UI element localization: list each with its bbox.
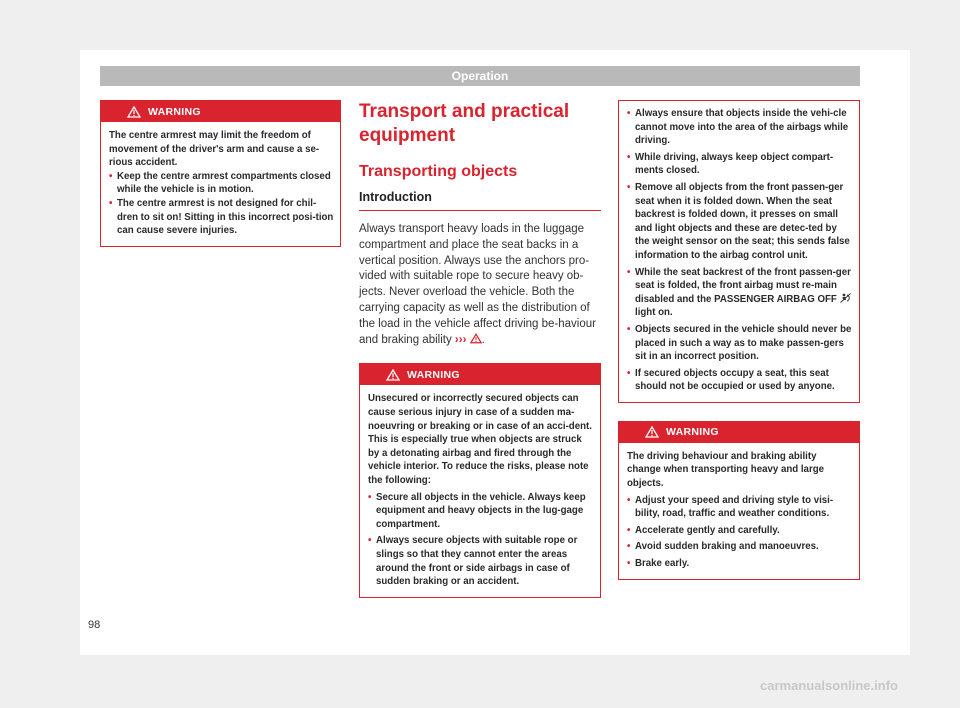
warning-bullet: • Avoid sudden braking and manoeuvres. [627, 540, 853, 554]
passenger-bullet-text: While the seat backrest of the front passen-ger seat is folded, the front airbag must re-main disabled and the PASSENGER AIRBAG OFF [635, 266, 851, 305]
warning-bullet: • While driving, always keep object compart-ments closed. [627, 151, 853, 178]
warning-body [360, 385, 600, 596]
subsection-title: Introduction [359, 190, 601, 211]
warning-bullet: • Remove all objects from the front passen-ger seat when it is folded down. When the seat backrest is folded down, it presses on small and light objects and these are detec-ted by the weight sensor on the seat; this sends false information to the airbag control unit. [627, 181, 853, 263]
reference-arrow[interactable]: ››› [454, 333, 467, 346]
airbag-off-icon [840, 293, 851, 303]
warning-body [619, 443, 859, 579]
warning-triangle-icon [127, 106, 141, 118]
warning-label: WARNING [148, 105, 201, 118]
warning-header [619, 422, 859, 443]
page-number: 98 [88, 619, 101, 631]
warning-bullet: • Keep the centre armrest compartments closed while the vehicle is in motion. [109, 170, 334, 197]
warning-box-continued [618, 100, 860, 403]
warning-body [101, 122, 340, 246]
warning-bullet: • Accelerate gently and carefully. [627, 524, 853, 538]
warning-triangle-icon [386, 369, 400, 381]
warning-box-objects [359, 363, 601, 597]
warning-bullet: • Adjust your speed and driving style to visi-bility, road, traffic and weather conditions. [627, 494, 853, 521]
warning-bullet: • Always secure objects with suitable rope or slings so that they cannot enter the areas around the front or side airbags in case of sudden braking or an accident. [368, 534, 594, 588]
warning-header [360, 364, 600, 385]
warning-body [619, 101, 859, 402]
warning-header [101, 101, 340, 122]
reference-end: . [481, 333, 485, 346]
warning-triangle-icon [470, 333, 482, 344]
warning-bullet: • If secured objects occupy a seat, this seat should not be occupied or used by anyone. [627, 367, 853, 394]
warning-bullet: • Objects secured in the vehicle should never be placed in such a way as to make passen-gers sit in an incorrect position. [627, 323, 853, 364]
chapter-title: Transport and practical equipment [359, 101, 570, 146]
warning-label: WARNING [666, 426, 719, 439]
warning-intro: Unsecured or incorrectly secured objects can cause serious injury in case of a sudden ma-noeuvring or breaking or in case of an acci-dent. This is especially true when objects are struck by a detonating airbag and fired through the vehicle interior. To reduce the risks, please note the following: [368, 393, 592, 486]
warning-box-armrest [100, 100, 341, 247]
intro-paragraph [359, 222, 601, 348]
warning-bullet: • Secure all objects in the vehicle. Always keep equipment and heavy objects in the lug-gage compartment. [368, 491, 594, 532]
warning-bullet-passenger-airbag [627, 266, 853, 320]
right-column [618, 100, 860, 580]
warning-label: WARNING [407, 368, 460, 381]
warning-bullet: • Always ensure that objects inside the vehi-cle cannot move into the area of the airbags while driving. [627, 107, 853, 148]
warning-intro: The centre armrest may limit the freedom of movement of the driver's arm and cause a se-rious accident. [109, 130, 320, 169]
middle-column [359, 100, 601, 598]
section-header: Operation [100, 66, 860, 86]
footer-watermark: carmanualsonline.info [760, 678, 898, 693]
warning-bullet: • The centre armrest is not designed for chil-dren to sit on! Sitting in this incorrect posi-tion can cause severe injuries. [109, 197, 334, 238]
warning-triangle-icon [645, 426, 659, 438]
left-column [100, 100, 341, 247]
intro-text: Always transport heavy loads in the luggage compartment and place the seat backs in a vertical position. Always use the anchors pro-vided with suitable rope to secure heavy ob-jects. Never overload the vehicle. Both the carrying capacity as well as the distribution of the load in the vehicle affect driving be-haviour and braking ability [359, 223, 596, 346]
warning-bullet: • Brake early. [627, 557, 853, 571]
passenger-bullet-end: light on. [635, 307, 673, 319]
warning-intro: The driving behaviour and braking ability change when transporting heavy and large objects. [627, 450, 825, 490]
section-title: Transporting objects [359, 163, 518, 180]
warning-box-driving [618, 421, 860, 580]
